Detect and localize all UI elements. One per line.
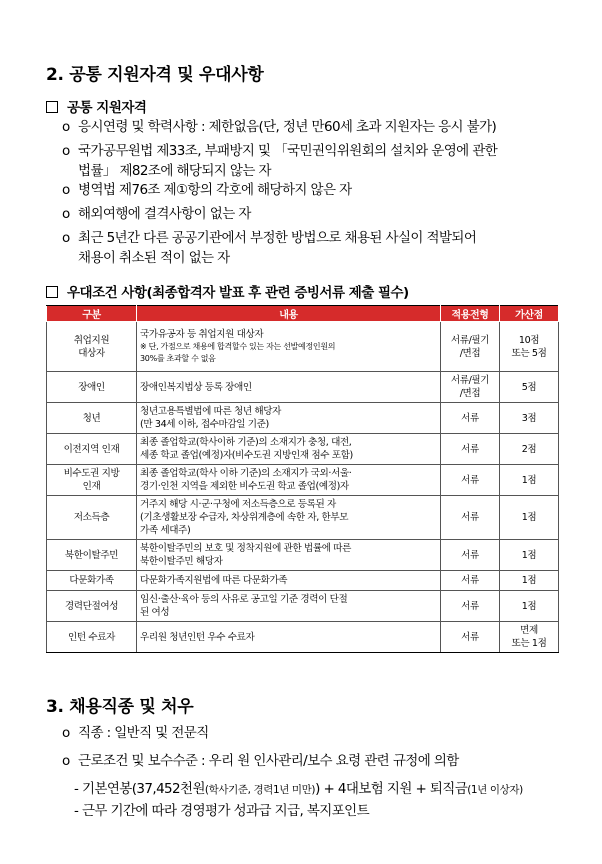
cell-content [137, 465, 441, 496]
cell-category: 청년 [47, 403, 137, 434]
header-content: 내용 [137, 306, 441, 322]
cell-points: 면제 또는 1점 [500, 622, 559, 653]
qualification-text: 병역법 제76조 제①항의 각호에 해당하지 않은 자 [78, 182, 352, 198]
welfare-line: - 근무 기간에 따라 경영평가 성과급 지급, 복지포인트 [74, 803, 370, 819]
content-text: 최종 졸업학교(학사 이하 기준)의 소재지가 국외·서울· 경기·인천 지역을 제외한 비수도권 학교 졸업(예정)자 [140, 468, 352, 492]
preferential-conditions-heading: 우대조건 사항(최종합격자 발표 후 관련 증빙서류 제출 필수) [46, 281, 409, 301]
cell-stage: 서류 [441, 622, 500, 653]
table-row [47, 403, 559, 434]
cell-points: 1점 [500, 496, 559, 540]
content-note: ※ 단, 가점으로 채용에 합격할수 있는 자는 선발예정인원의 30%를 초과할 수 없음 [140, 342, 336, 363]
cell-stage: 서류/필기 /면접 [441, 322, 500, 372]
content-text: 다문화가족지원법에 따른 다문화가족 [140, 575, 288, 586]
cell-stage: 서류 [441, 403, 500, 434]
cell-content [137, 622, 441, 653]
cell-stage: 서류 [441, 434, 500, 465]
cell-content [137, 540, 441, 571]
cell-points: 1점 [500, 540, 559, 571]
header-points: 가산점 [500, 306, 559, 322]
cell-points: 1점 [500, 591, 559, 622]
table-row [47, 540, 559, 571]
cell-category: 취업지원 대상자 [47, 322, 137, 372]
table-row [47, 434, 559, 465]
preferential-conditions-table [46, 305, 559, 653]
square-bullet-icon [46, 286, 58, 298]
content-text: 청년고용특별법에 따른 청년 해당자 (만 34세 이하, 접수마감일 기준) [140, 406, 281, 430]
section-2-title: 2. 공통 지원자격 및 우대사항 [46, 65, 264, 85]
cell-content [137, 403, 441, 434]
salary-line: - 기본연봉(37,452천원(학사기준, 경력1년 미만)) + 4대보험 지원 + 퇴직금(1년 이상자) [74, 781, 523, 797]
table-row [47, 322, 559, 372]
common-qualifications-heading: 공통 지원자격 [46, 96, 146, 116]
cell-category: 북한이탈주민 [47, 540, 137, 571]
cell-points: 2점 [500, 434, 559, 465]
cell-stage: 서류 [441, 540, 500, 571]
qualification-text: 해외여행에 결격사항이 없는 자 [78, 206, 251, 222]
job-type-text: 직종 : 일반직 및 전문직 [78, 725, 209, 741]
table-row [47, 496, 559, 540]
cell-content [137, 434, 441, 465]
cell-content [137, 496, 441, 540]
cell-content [137, 322, 441, 372]
cell-category: 다문화가족 [47, 571, 137, 591]
table-row [47, 372, 559, 403]
table-row [47, 571, 559, 591]
cell-content [137, 372, 441, 403]
qualification-text: 응시연령 및 학력사항 : 제한없음(단, 정년 만60세 초과 지원자는 응시 불가) [78, 119, 497, 135]
qualification-text: 최근 5년간 다른 공공기관에서 부정한 방법으로 채용된 사실이 적발되어 [78, 230, 477, 246]
cell-content [137, 591, 441, 622]
content-text: 임신·출산·육아 등의 사유로 공고일 기준 경력이 단절 된 여성 [140, 594, 348, 618]
cell-points: 1점 [500, 465, 559, 496]
cell-points: 3점 [500, 403, 559, 434]
working-conditions-text: 근로조건 및 보수수준 : 우리 원 인사관리/보수 요령 관련 규정에 의함 [78, 753, 459, 769]
section-3-title: 3. 채용직종 및 처우 [46, 697, 194, 717]
table-row [47, 622, 559, 653]
qualification-text: 법률」 제82조에 해당되지 않는 자 [78, 163, 271, 179]
cell-category: 인턴 수료자 [47, 622, 137, 653]
table-row [47, 591, 559, 622]
header-category: 구분 [47, 306, 137, 322]
cell-stage: 서류 [441, 496, 500, 540]
content-text: 최종 졸업학교(학사이하 기준)의 소재지가 충청, 대전, 세종 학교 졸업(예정)자(비수도권 지방인재 점수 포함) [140, 437, 353, 461]
content-text: 장애인복지법상 등록 장애인 [140, 381, 252, 393]
cell-category: 장애인 [47, 372, 137, 403]
qualification-text: 국가공무원법 제33조, 부패방지 및 「국민권익위원회의 설치와 운영에 관한 [78, 143, 498, 159]
cell-category: 저소득층 [47, 496, 137, 540]
cell-points: 10점 또는 5점 [500, 322, 559, 372]
cell-content [137, 571, 441, 591]
cell-category: 비수도권 지방 인재 [47, 465, 137, 496]
content-text: 북한이탈주민의 보호 및 정착지원에 관한 법률에 따른 북한이탈주민 해당자 [140, 543, 351, 567]
header-stage: 적용전형 [441, 306, 500, 322]
content-text: 국가유공자 등 취업지원 대상자 [140, 329, 264, 340]
cell-stage: 서류 [441, 591, 500, 622]
table-row [47, 465, 559, 496]
content-text: 거주지 해당 시·군·구청에 저소득층으로 등록된 자 (기초생활보장 수급자, 차상위계층에 속한 자, 한부모 가족 세대주) [140, 499, 349, 536]
content-text: 우리원 청년인턴 우수 수료자 [140, 631, 255, 643]
cell-category: 이전지역 인재 [47, 434, 137, 465]
document-page: 2. 공통 지원자격 및 우대사항 공통 지원자격 o 응시연령 및 학력사항 : 제한없음(단, 정년 만60세 초과 지원자는 응시 불가) o 국가공무원법 제33조, 부패방지 및 「국민권익위원회의 설치와 운영에 관한 법률」 제82조에 해당되지 않는 자 o 병역법 제76조 제①항의 각호에 해당하지 않은 자 o 해외여행에 결격사항이 없는 자 o 최근 5년간 다른 공공기관에서 부정한 방법으로 채용된 사실이 적발되어 채용이 취소된 적이 없는 자 우대조건 사항(최종합격자 발표 후 관련 증빙서류 제출 필수) 구분 내용 적용전형 가산점 취업지원 대상자 국가유공자 등 취업지원 대상자 ※ 단, 가점으로 채용에 합격할수 있는 자는 선발예정인원의 30%를 초과할 수 없음 서류/필기 /면접 10점 또는 5점 장애인 장애인복지법상 등록 장애인 서류/필기 /면접 5점 청년 청년고용특별법에 따른 청년 해당자 (만 34세 이하, 접수마감일 기준) 서류 3점 이전지역 인재 최종 졸업학교(학사이하 기준)의 소재지가 충청, 대전, 세종 학교 졸업(예정)자(비수도권 지방인재 점수 포함) 서류 2점 비수도권 지방 인재 최종 졸업학교(학사 이하 기준)의 소재지가 국외·서울· 경기·인천 지역을 제외한 비수도권 학교 졸업(예정)자 서류 1점 저소득층 거주지 해당 시·군·구청에 저소득층으로 등록된 자 (기초생활보장 수급자, 차상위계층에 속한 자, 한부모 가족 세대주) 서류 1점 북한이탈주민 북한이탈주민의 보호 및 정착지원에 관한 법률에 따른 북한이탈주민 해당자 서류 1점 다문화가족 다문화가족지원법에 따른 다문화가족 서류 1점 경력단절여성 임신·출산·육아 등의 사유로 공고일 기준 경력이 단절 된 여성 서류 1점 인턴 수료자 우리원 청년인턴 우수 수료자 서류 면제 또는 1점 3. 채용직종 및 처우 o 직종 : 일반직 및 전문직 o 근로조건 및 보수수준 : 우리 원 인사관리/보수 요령 관련 규정에 의함 - 기본연봉(37,452천원(학사기준, 경력1년 미만)) + 4대보험 지원 + 퇴직금(1년 이상자) - 근무 기간에 따라 경영평가 성과급 지급, 복지포인트 [0, 0, 602, 864]
cell-points: 5점 [500, 372, 559, 403]
cell-points: 1점 [500, 571, 559, 591]
cell-stage: 서류/필기 /면접 [441, 372, 500, 403]
qualification-text: 채용이 취소된 적이 없는 자 [78, 250, 230, 266]
table-header-row [47, 306, 559, 322]
cell-stage: 서류 [441, 465, 500, 496]
cell-stage: 서류 [441, 571, 500, 591]
square-bullet-icon [46, 101, 58, 113]
cell-category: 경력단절여성 [47, 591, 137, 622]
